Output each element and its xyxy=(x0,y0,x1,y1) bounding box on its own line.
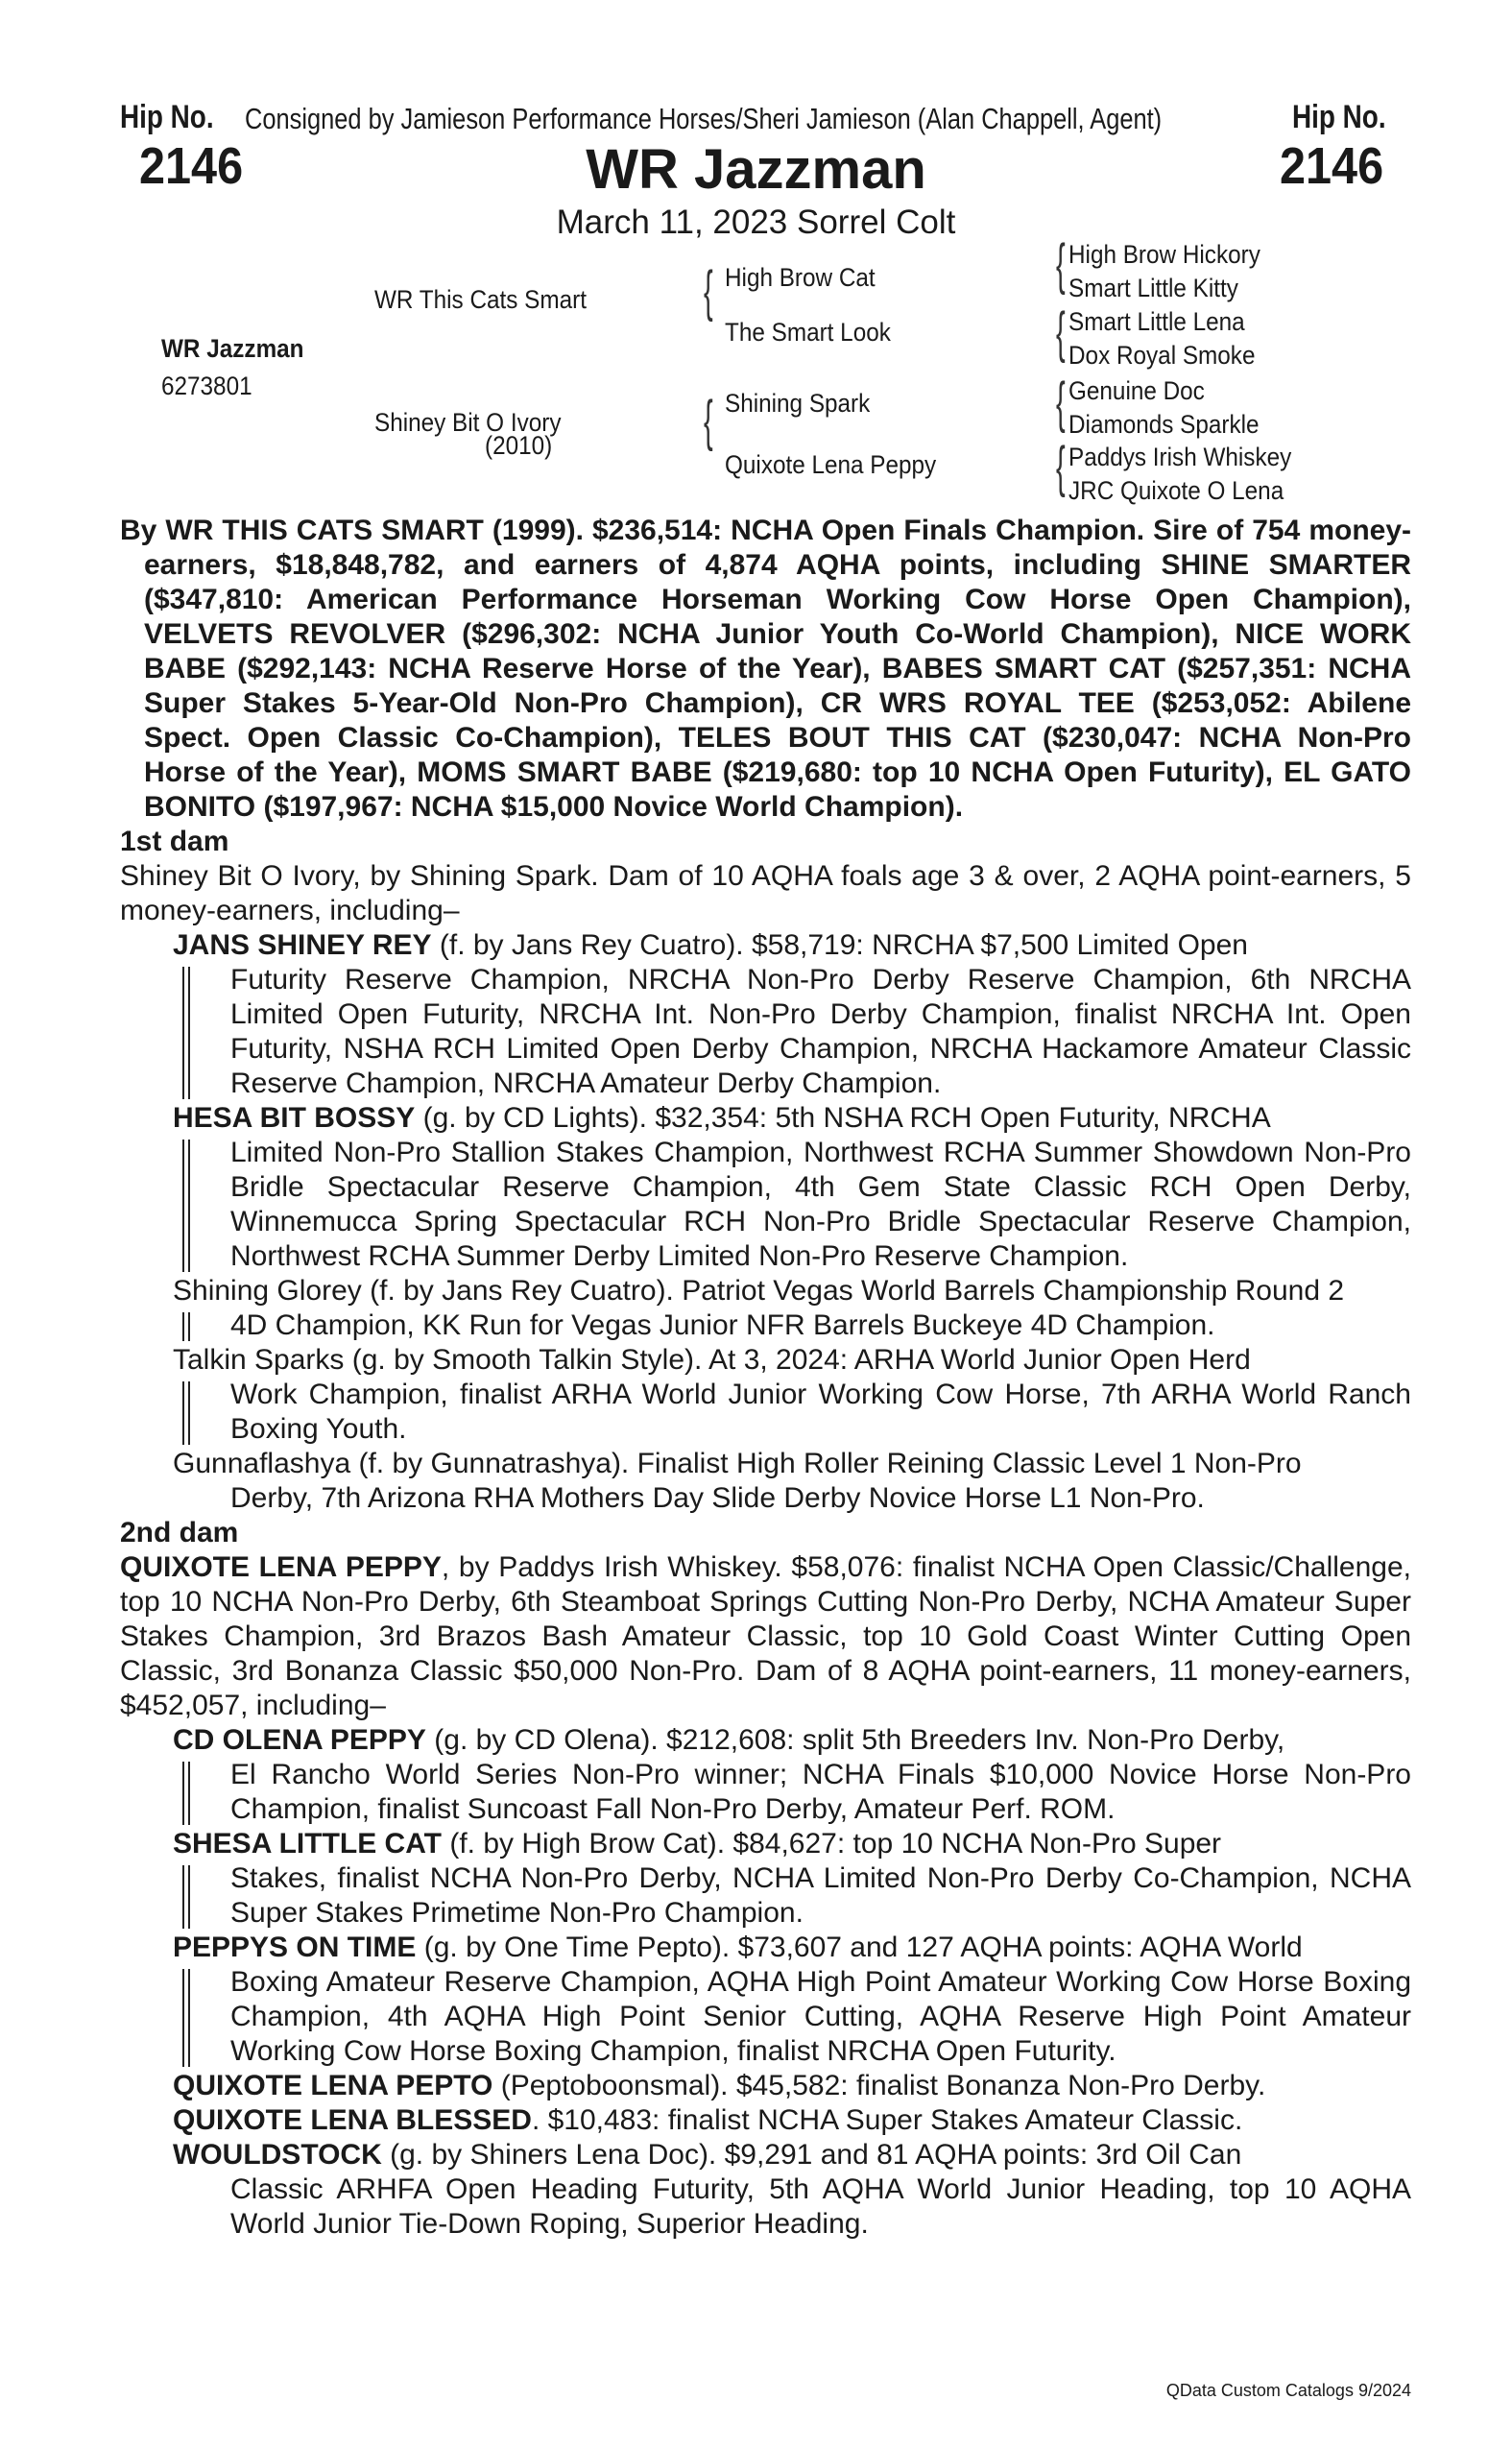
pedigree-sire: WR This Cats Smart xyxy=(374,285,587,314)
sire-paragraph: By WR THIS CATS SMART (1999). $236,514: NCHA Open Finals Champion. Sire of 754 money-earners, $18,848,782, and earners of 4,874 AQHA points, including SHINE SMARTER ($347,810: American Performance Horseman Working Cow Horse Open Champion), VELVETS REVOLVER ($296,302: NCHA Junior Youth Co-World Champion), NICE WORK BABE ($292,143: NCHA Reserve Horse of the Year), BABES SMART CAT ($257,351: NCHA Super Stakes 5-Year-Old Non-Pro Champion), CR WRS ROYAL TEE ($253,052: Abilene Spect. Open Classic Co-Champion), TELES BOUT THIS CAT ($230,047: NCHA Non-Pro Horse of the Year), MOMS SMART BABE ($219,680: top 10 NCHA Open Futurity), EL GATO BONITO ($197,967: NCHA $15,000 Novice World Champion). xyxy=(120,515,1411,823)
produce-text: (g. by CD Lights). $32,354: 5th NSHA RCH Open Futurity, NRCHA xyxy=(415,1102,1271,1134)
produce-name: HESA BIT BOSSY xyxy=(173,1102,416,1134)
pedigree-gen3-1: High Brow Hickory xyxy=(1068,240,1260,269)
pedigree-brace: { xyxy=(1056,436,1066,498)
produce-text: (f. by Jans Rey Cuatro). Patriot Vegas World Barrels Championship Round 2 xyxy=(361,1275,1345,1307)
produce-name: QUIXOTE LENA PEPTO xyxy=(173,2070,493,2101)
produce-text: Limited Non-Pro Stallion Stakes Champion, Northwest RCHA Summer Showdown Non-Pro Bridle Spectacular Reserve Champion, 4th Gem State Classic RCH Open Derby, Winnemucca Spring Spectacular RCH Non-Pro Bridle Spectacular Reserve Champion, Northwest RCHA Summer Derby Limited Non-Pro Reserve Champion. xyxy=(230,1137,1411,1272)
produce-text: (f. by Gunnatrashya). Finalist High Roller Reining Classic Level 1 Non-Pro xyxy=(350,1448,1302,1479)
pedigree-gen3-8: JRC Quixote O Lena xyxy=(1068,476,1284,505)
pedigree-gen3-4: Dox Royal Smoke xyxy=(1068,341,1256,370)
second-dam-intro xyxy=(120,1550,1411,1723)
produce-entry xyxy=(173,2069,1411,2103)
pedigree-brace: { xyxy=(1056,301,1066,364)
produce-entry xyxy=(173,1827,1411,1931)
pedigree-dam: Shiney Bit O Ivory xyxy=(374,408,562,437)
produce-name: CD OLENA PEPPY xyxy=(173,1724,426,1756)
pedigree-sire-dam: The Smart Look xyxy=(725,318,891,347)
hip-label-left: Hip No. xyxy=(120,99,214,135)
pedigree-gen3-2: Smart Little Kitty xyxy=(1068,274,1238,302)
produce-name: Shining Glorey xyxy=(173,1275,362,1307)
produce-text: Work Champion, finalist ARHA World Junior Working Cow Horse, 7th ARHA World Ranch Boxing Youth. xyxy=(230,1379,1411,1445)
produce-text: 4D Champion, KK Run for Vegas Junior NFR Barrels Buckeye 4D Champion. xyxy=(230,1309,1215,1341)
pedigree-brace: { xyxy=(1056,372,1066,434)
catalog-body xyxy=(120,514,1411,2242)
produce-name: WOULDSTOCK xyxy=(173,2139,382,2171)
produce-text: Classic ARHFA Open Heading Futurity, 5th AQHA World Junior Heading, top 10 AQHA World Junior Tie-Down Roping, Superior Heading. xyxy=(230,2173,1411,2240)
produce-entry xyxy=(173,2138,1411,2242)
produce-entry xyxy=(173,1447,1411,1516)
produce-name: SHESA LITTLE CAT xyxy=(173,1828,442,1860)
produce-text: (f. by Jans Rey Cuatro). $58,719: NRCHA $7,500 Limited Open xyxy=(431,929,1248,961)
produce-text: (g. by One Time Pepto). $73,607 and 127 AQHA points: AQHA World xyxy=(416,1932,1303,1963)
hip-number-right: 2146 xyxy=(1280,137,1384,195)
produce-text: El Rancho World Series Non-Pro winner; NCHA Finals $10,000 Novice Horse Non-Pro Champion, finalist Suncoast Fall Non-Pro Derby, Amateur Perf. ROM. xyxy=(230,1759,1411,1825)
pedigree-gen3-5: Genuine Doc xyxy=(1068,376,1205,405)
produce-text: (g. by CD Olena). $212,608: split 5th Breeders Inv. Non-Pro Derby, xyxy=(425,1724,1285,1756)
produce-text: (f. by High Brow Cat). $84,627: top 10 NCHA Non-Pro Super xyxy=(442,1828,1222,1860)
catalog-footer: QData Custom Catalogs 9/2024 xyxy=(1165,2381,1411,2400)
horse-name-title: WR Jazzman xyxy=(586,138,926,201)
pedigree-registration: 6273801 xyxy=(161,372,252,400)
produce-name: QUIXOTE LENA BLESSED xyxy=(173,2104,532,2136)
produce-entry xyxy=(173,1274,1411,1343)
produce-text: (Peptoboonsmal). $45,582: finalist Bonanza Non-Pro Derby. xyxy=(492,2070,1266,2101)
pedigree-gen3-7: Paddys Irish Whiskey xyxy=(1068,443,1292,471)
pedigree-dam-sire: Shining Spark xyxy=(725,389,871,418)
pedigree-gen3-3: Smart Little Lena xyxy=(1068,307,1245,336)
produce-name: JANS SHINEY REY xyxy=(173,929,432,961)
produce-text: (g. by Shiners Lena Doc). $9,291 and 81 AQHA points: 3rd Oil Can xyxy=(381,2139,1242,2171)
pedigree-subject-name: WR Jazzman xyxy=(161,334,304,363)
produce-text: Derby, 7th Arizona RHA Mothers Day Slide Derby Novice Horse L1 Non-Pro. xyxy=(230,1482,1205,1514)
produce-text: . $10,483: finalist NCHA Super Stakes Amateur Classic. xyxy=(531,2104,1243,2136)
second-dam-text: , by Paddys Irish Whiskey. $58,076: finalist NCHA Open Classic/Challenge, top 10 NCHA Non-Pro Derby, 6th Steamboat Springs Cutting Non-Pro Derby, NCHA Amateur Super Stakes Champion, 3rd Brazos Bash Amateur Classic, top 10 Gold Coast Winter Cutting Open Classic, 3rd Bonanza Classic $50,000 Non-Pro. Dam of 8 AQHA point-earners, 11 money-earners, $452,057, including– xyxy=(120,1551,1411,1721)
produce-name: Gunnaflashya xyxy=(173,1448,351,1479)
pedigree-brace: { xyxy=(704,260,713,323)
produce-entry xyxy=(173,1723,1411,1827)
consignor-line: Consigned by Jamieson Performance Horses/Sheri Jamieson (Alan Chappell, Agent) xyxy=(245,102,1163,135)
pedigree-dam-year: (2010) xyxy=(485,431,553,460)
hip-label-right: Hip No. xyxy=(1292,99,1386,135)
pedigree-sire-sire: High Brow Cat xyxy=(725,263,876,292)
second-dam-name: QUIXOTE LENA PEPPY xyxy=(120,1551,442,1583)
first-dam-intro: Shiney Bit O Ivory, by Shining Spark. Dam of 10 AQHA foals age 3 & over, 2 AQHA point-earners, 5 money-earners, including– xyxy=(120,860,1411,926)
pedigree-brace: { xyxy=(704,390,713,452)
second-dam-heading: 2nd dam xyxy=(120,1517,239,1548)
pedigree-dam-dam: Quixote Lena Peppy xyxy=(725,450,937,479)
produce-entry xyxy=(173,1343,1411,1447)
first-dam-heading: 1st dam xyxy=(120,826,229,857)
produce-text: Stakes, finalist NCHA Non-Pro Derby, NCHA Limited Non-Pro Derby Co-Champion, NCHA Super Stakes Primetime Non-Pro Champion. xyxy=(230,1862,1411,1929)
hip-number-left: 2146 xyxy=(139,137,244,195)
produce-entry xyxy=(173,1101,1411,1274)
produce-entry xyxy=(173,2103,1411,2138)
produce-name: Talkin Sparks xyxy=(173,1344,345,1376)
produce-entry xyxy=(173,928,1411,1101)
produce-entry xyxy=(173,1931,1411,2069)
produce-text: Boxing Amateur Reserve Champion, AQHA High Point Amateur Working Cow Horse Boxing Champion, 4th AQHA High Point Senior Cutting, AQHA Reserve High Point Amateur Working Cow Horse Boxing Champion, finalist NRCHA Open Futurity. xyxy=(230,1966,1411,2067)
produce-text: Futurity Reserve Champion, NRCHA Non-Pro Derby Reserve Champion, 6th NRCHA Limited Open Futurity, NRCHA Int. Non-Pro Derby Champion, finalist NRCHA Int. Open Futurity, NSHA RCH Limited Open Derby Champion, NRCHA Hackamore Amateur Classic Reserve Champion, NRCHA Amateur Derby Champion. xyxy=(230,964,1411,1099)
pedigree-brace: { xyxy=(1056,233,1066,296)
foaling-info: March 11, 2023 Sorrel Colt xyxy=(556,204,956,241)
pedigree-gen3-6: Diamonds Sparkle xyxy=(1068,410,1260,439)
produce-text: (g. by Smooth Talkin Style). At 3, 2024: ARHA World Junior Open Herd xyxy=(344,1344,1251,1376)
produce-name: PEPPYS ON TIME xyxy=(173,1932,417,1963)
